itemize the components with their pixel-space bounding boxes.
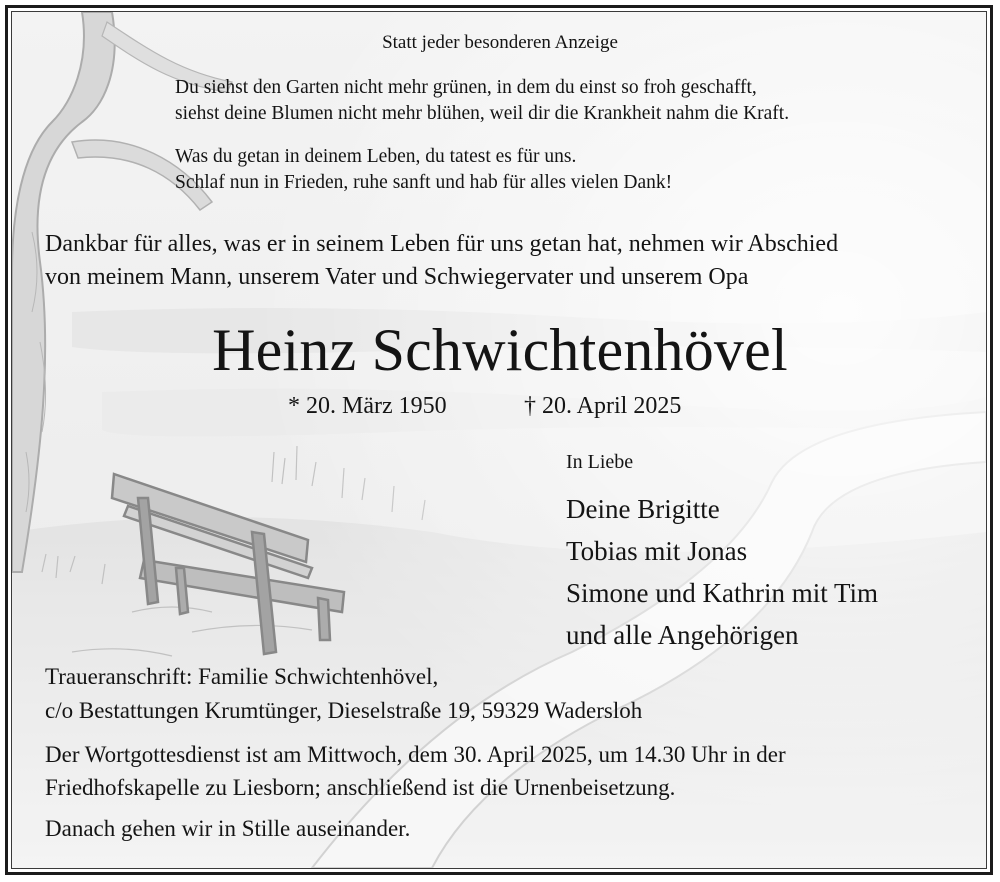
mourners-list bbox=[566, 488, 878, 656]
death-date: † 20. April 2025 bbox=[524, 393, 682, 419]
service-line: Friedhofskapelle zu Liesborn; anschließend ist die Urnenbeisetzung. bbox=[45, 775, 676, 800]
intro-text bbox=[45, 228, 838, 294]
deceased-name: Heinz Schwichtenhövel bbox=[212, 317, 788, 383]
mourner-name: Deine Brigitte bbox=[566, 494, 720, 524]
service-details bbox=[45, 738, 786, 804]
intro-line: von meinem Mann, unserem Vater und Schwiegervater und unserem Opa bbox=[45, 264, 749, 290]
intro-line: Dankbar für alles, was er in seinem Leben für uns getan hat, nehmen wir Abschied bbox=[45, 231, 839, 257]
birth-date: * 20. März 1950 bbox=[288, 393, 447, 419]
poem-stanza-1 bbox=[175, 75, 789, 127]
service-line: Der Wortgottesdienst ist am Mittwoch, dem 30. April 2025, um 14.30 Uhr in der bbox=[45, 742, 786, 767]
poem-line: Du siehst den Garten nicht mehr grünen, in dem du einst so froh geschafft, bbox=[175, 77, 757, 98]
poem-line: Was du getan in deinem Leben, du tatest es für uns. bbox=[175, 146, 577, 167]
poem-line: Schlaf nun in Frieden, ruhe sanft und hab für alles vielen Dank! bbox=[175, 172, 673, 193]
in-love-label: In Liebe bbox=[566, 451, 634, 473]
mourner-name: und alle Angehörigen bbox=[566, 620, 799, 650]
address-line: c/o Bestattungen Krumtünger, Dieselstraße 19, 59329 Wadersloh bbox=[45, 698, 643, 723]
address-line: Traueranschrift: Familie Schwichtenhövel, bbox=[45, 664, 439, 689]
notice-header: Statt jeder besonderen Anzeige bbox=[382, 32, 618, 53]
closing-text: Danach gehen wir in Stille auseinander. bbox=[45, 816, 411, 841]
poem-stanza-2 bbox=[175, 144, 672, 196]
mourning-address bbox=[45, 660, 642, 728]
mourner-name: Simone und Kathrin mit Tim bbox=[566, 578, 879, 608]
poem-line: siehst deine Blumen nicht mehr blühen, weil dir die Krankheit nahm die Kraft. bbox=[175, 103, 790, 124]
mourner-name: Tobias mit Jonas bbox=[566, 536, 748, 566]
